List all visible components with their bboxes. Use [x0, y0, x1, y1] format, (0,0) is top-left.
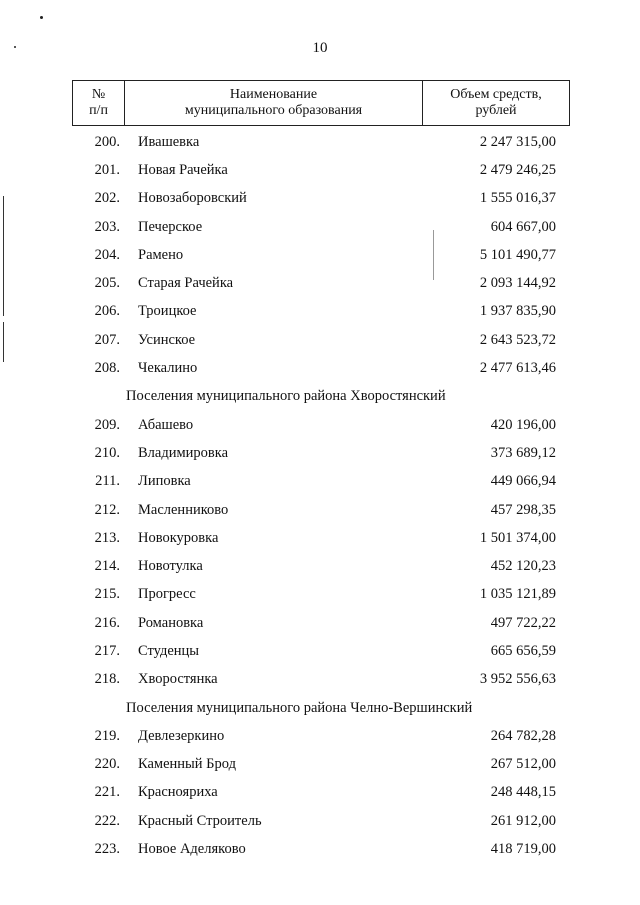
row-number: 206. — [94, 303, 120, 320]
municipality-name: Ивашевка — [138, 133, 200, 150]
table-row — [72, 241, 570, 269]
funds-amount: 2 643 523,72 — [479, 331, 556, 348]
table-row — [72, 835, 570, 863]
funds-amount: 449 066,94 — [490, 473, 556, 490]
municipality-name: Новое Аделяково — [138, 841, 246, 858]
header-sum-label: Объем средств, — [450, 87, 542, 102]
row-number: 208. — [94, 360, 120, 377]
section-heading: Поселения муниципального района Челно-Вершинский — [126, 699, 473, 716]
row-number: 204. — [94, 246, 120, 263]
table-row — [72, 807, 570, 835]
municipality-name: Старая Рачейка — [138, 275, 234, 292]
funds-amount: 1 555 016,37 — [479, 190, 556, 207]
row-number: 223. — [94, 841, 120, 858]
row-number: 220. — [94, 756, 120, 773]
row-number: 203. — [94, 218, 120, 235]
table-row — [72, 185, 570, 213]
table-row — [72, 637, 570, 665]
row-number: 221. — [94, 784, 120, 801]
municipality-name: Каменный Брод — [138, 756, 236, 773]
municipality-name: Липовка — [138, 473, 191, 490]
row-number: 205. — [94, 275, 120, 292]
row-number: 209. — [94, 416, 120, 433]
municipality-name: Усинское — [138, 331, 196, 348]
header-sum-sublabel: рублей — [475, 103, 517, 118]
table-row — [72, 552, 570, 580]
funds-amount: 452 120,23 — [490, 558, 556, 575]
funds-amount: 604 667,00 — [490, 218, 556, 235]
municipality-name: Романовка — [138, 614, 204, 631]
table-row — [72, 128, 570, 156]
municipality-name: Новозаборовский — [138, 190, 247, 207]
row-number: 210. — [94, 444, 120, 461]
header-name-label: Наименование — [229, 87, 318, 102]
funds-amount: 665 656,59 — [490, 642, 556, 659]
funds-amount: 1 035 121,89 — [479, 586, 556, 603]
funds-amount: 1 501 374,00 — [479, 529, 556, 546]
table-row — [72, 496, 570, 524]
row-number: 215. — [94, 586, 120, 603]
funds-amount: 1 937 835,90 — [479, 303, 556, 320]
municipality-name: Масленниково — [138, 501, 229, 518]
row-number: 214. — [94, 558, 120, 575]
row-number: 216. — [94, 614, 120, 631]
table-row — [72, 354, 570, 382]
row-number: 219. — [94, 727, 120, 744]
funds-amount: 5 101 490,77 — [479, 246, 556, 263]
table-row — [72, 298, 570, 326]
table-row — [72, 666, 570, 694]
municipality-name: Владимировка — [138, 444, 229, 461]
municipality-name: Краснояриха — [138, 784, 218, 801]
table-row — [72, 751, 570, 779]
header-number-sublabel: п/п — [89, 103, 108, 118]
table-row — [72, 326, 570, 354]
section-heading: Поселения муниципального района Хворостянский — [126, 388, 446, 405]
row-number: 211. — [95, 473, 120, 490]
table-row — [72, 439, 570, 467]
table-row — [72, 468, 570, 496]
scan-edge-mark — [3, 196, 4, 316]
row-number: 202. — [94, 190, 120, 207]
table-row — [72, 609, 570, 637]
row-number: 222. — [94, 812, 120, 829]
header-name-column — [125, 81, 423, 125]
scan-edge-mark — [3, 322, 4, 362]
header-name-sublabel: муниципального образования — [184, 103, 363, 118]
table-body — [72, 128, 570, 864]
funds-amount: 2 477 613,46 — [479, 360, 556, 377]
header-sum-column — [423, 81, 569, 125]
table-row — [72, 722, 570, 750]
row-number: 201. — [94, 161, 120, 178]
funds-amount: 267 512,00 — [490, 756, 556, 773]
funds-amount: 418 719,00 — [490, 841, 556, 858]
funds-amount: 420 196,00 — [490, 416, 556, 433]
table-row — [72, 156, 570, 184]
funds-amount: 373 689,12 — [490, 444, 556, 461]
row-number: 200. — [94, 133, 120, 150]
municipality-name: Абашево — [138, 416, 194, 433]
funds-amount: 264 782,28 — [490, 727, 556, 744]
table-row — [72, 779, 570, 807]
municipality-name: Прогресс — [138, 586, 196, 603]
municipality-name: Рамено — [138, 246, 184, 263]
funds-amount: 2 479 246,25 — [479, 161, 556, 178]
municipality-name: Девлезеркино — [138, 727, 225, 744]
municipality-name: Новая Рачейка — [138, 161, 228, 178]
header-number-column — [73, 81, 125, 125]
funds-amount: 261 912,00 — [490, 812, 556, 829]
row-number: 207. — [94, 331, 120, 348]
municipality-name: Чекалино — [138, 360, 198, 377]
page-number: 10 — [312, 40, 328, 56]
table-row — [72, 581, 570, 609]
funds-amount: 2 247 315,00 — [479, 133, 556, 150]
scan-speck — [40, 16, 43, 19]
funds-amount: 3 952 556,63 — [479, 671, 556, 688]
funds-amount: 2 093 144,92 — [479, 275, 556, 292]
row-number: 218. — [94, 671, 120, 688]
municipality-name: Печерское — [138, 218, 203, 235]
row-number: 212. — [94, 501, 120, 518]
municipality-name: Троицкое — [138, 303, 197, 320]
municipality-name: Красный Строитель — [138, 812, 262, 829]
funds-amount: 457 298,35 — [490, 501, 556, 518]
table-row — [72, 269, 570, 297]
funds-amount: 497 722,22 — [490, 614, 556, 631]
municipality-name: Новотулка — [138, 558, 203, 575]
municipality-name: Студенцы — [138, 642, 200, 659]
municipality-name: Хворостянка — [138, 671, 218, 688]
municipality-name: Новокуровка — [138, 529, 219, 546]
header-number-label: № — [91, 87, 106, 102]
table-row — [72, 213, 570, 241]
row-number: 213. — [94, 529, 120, 546]
table-row — [72, 411, 570, 439]
table-header — [72, 80, 570, 126]
row-number: 217. — [94, 642, 120, 659]
table-row — [72, 524, 570, 552]
funds-amount: 248 448,15 — [490, 784, 556, 801]
